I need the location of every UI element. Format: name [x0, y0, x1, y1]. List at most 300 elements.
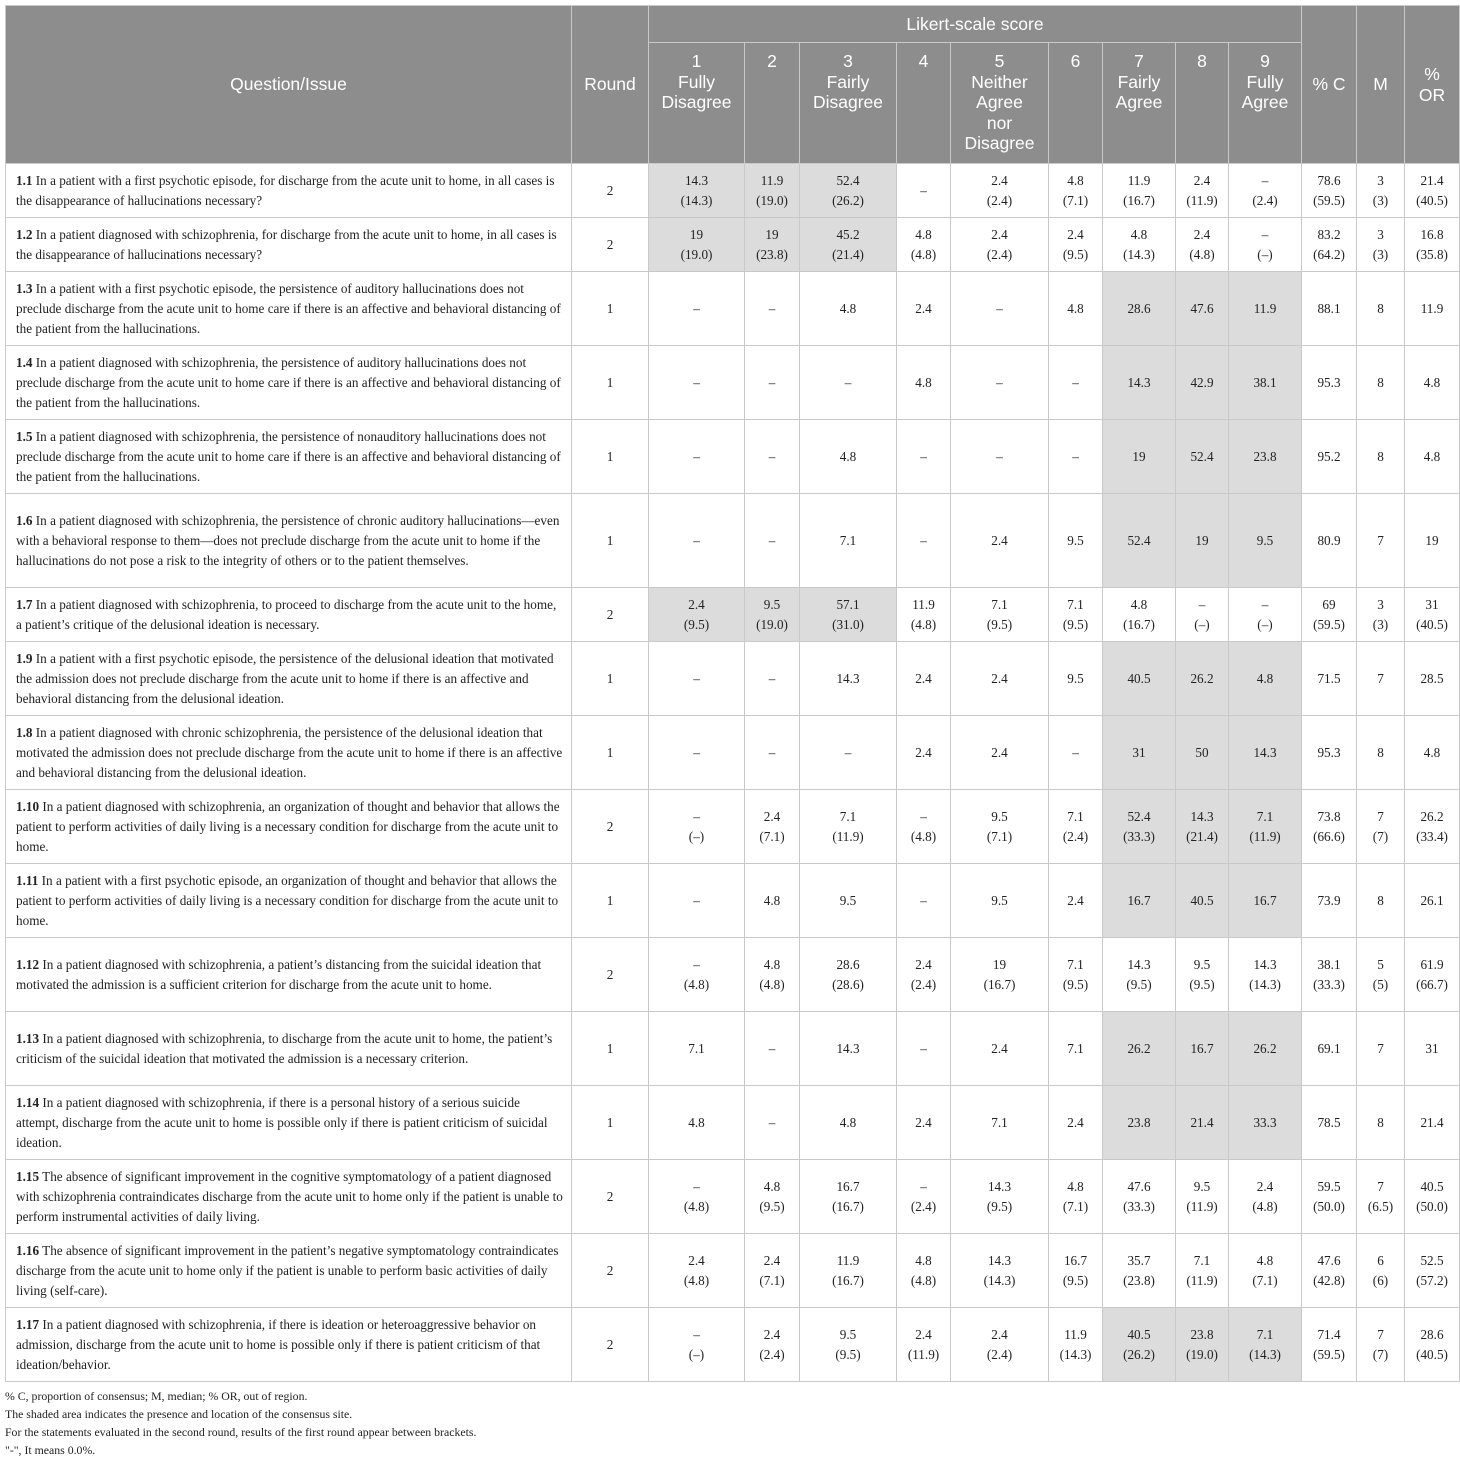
- score-cell-9: [1229, 1234, 1302, 1308]
- score-value: 2.4: [915, 744, 932, 760]
- cell-value: 7: [1377, 670, 1384, 686]
- score-value: 40.5: [1127, 1326, 1151, 1342]
- score-value: (9.5): [1062, 246, 1089, 262]
- score-value: 4.8: [688, 1114, 705, 1130]
- cell-value: 8: [1377, 892, 1384, 908]
- score-value: 16.7: [1253, 892, 1277, 908]
- question-cell: [6, 420, 572, 494]
- score-value: 2.4: [763, 1326, 781, 1342]
- cell-value: 8: [1377, 374, 1384, 390]
- score-value: (9.5): [1062, 976, 1089, 992]
- score-value: –: [693, 744, 700, 760]
- cell-value: (7): [1372, 828, 1389, 844]
- pct-c-cell: [1302, 938, 1357, 1012]
- pct-c-cell: [1302, 420, 1357, 494]
- score-cell-9: [1229, 642, 1302, 716]
- score-cell-5: [951, 420, 1049, 494]
- cell-value: 19: [1425, 532, 1439, 548]
- cell-value: (33.4): [1416, 828, 1448, 844]
- score-value: 40.5: [1127, 670, 1151, 686]
- round-cell: 1: [572, 272, 649, 346]
- score-cell-3: [800, 1012, 897, 1086]
- median-cell: [1357, 346, 1405, 420]
- score-value: 45.2: [836, 226, 860, 242]
- score-value: (2.4): [986, 246, 1013, 262]
- score-cell-4: [897, 790, 951, 864]
- score-value: (16.7): [1123, 192, 1155, 208]
- score-value: –: [693, 532, 700, 548]
- cell-value: (6): [1372, 1272, 1389, 1288]
- table-row: [6, 420, 1460, 494]
- score-cell-2: [745, 1012, 800, 1086]
- pct-or-cell: [1405, 1012, 1460, 1086]
- score-value: 19: [689, 226, 704, 242]
- score-value: –: [693, 1178, 700, 1194]
- table-row: [6, 272, 1460, 346]
- question-id: 1.7: [16, 596, 33, 612]
- score-value: 4.8: [915, 226, 932, 242]
- question-text: The absence of significant improvement in the patient’s negative symptomatology contraindicates discharge from the acute unit to home only if the patient is unable to perform basic activities of daily living (self-care).: [16, 1242, 559, 1298]
- score-value: –: [693, 892, 700, 908]
- score-value: (2.4): [986, 1346, 1013, 1362]
- score-cell-7: [1103, 642, 1176, 716]
- table-row: [6, 1012, 1460, 1086]
- score-value: –: [920, 892, 927, 908]
- question-cell: [6, 1160, 572, 1234]
- score-cell-8: [1176, 420, 1229, 494]
- score-cell-1: [649, 864, 745, 938]
- median-cell: [1357, 164, 1405, 218]
- score-value: –: [768, 1114, 776, 1130]
- score-value: 2.4: [915, 670, 932, 686]
- median-cell: [1357, 1234, 1405, 1308]
- score-value: 11.9: [1253, 300, 1277, 316]
- cell-value: (57.2): [1416, 1272, 1448, 1288]
- score-cell-5: [951, 642, 1049, 716]
- score-value: 19: [765, 226, 779, 242]
- score-value: (9.5): [759, 1198, 785, 1214]
- score-value: –: [768, 744, 776, 760]
- score-cell-6: [1049, 494, 1103, 588]
- table-row: [6, 716, 1460, 790]
- question-id: 1.10: [16, 798, 40, 814]
- round-cell: 1: [572, 494, 649, 588]
- header-score-line: Agree: [976, 92, 1023, 112]
- score-cell-6: [1049, 1086, 1103, 1160]
- question-id: 1.16: [16, 1242, 40, 1258]
- score-value: (–): [1194, 616, 1210, 632]
- score-value: (11.9): [832, 828, 864, 844]
- table-row: [6, 588, 1460, 642]
- score-cell-1: [649, 218, 745, 272]
- score-value: –: [768, 670, 776, 686]
- median-cell: [1357, 218, 1405, 272]
- table-row: [6, 864, 1460, 938]
- question-id: 1.17: [16, 1316, 40, 1332]
- question-text: In a patient diagnosed with schizophrenia, if there is a personal history of a serious suicide attempt, discharge from the acute unit to home is possible only if there is patient criticism of suicidal ideation.: [16, 1094, 548, 1150]
- cell-value: 38.1: [1317, 956, 1341, 972]
- pct-or-cell: [1405, 642, 1460, 716]
- score-value: –: [768, 374, 776, 390]
- table-row: [6, 346, 1460, 420]
- score-cell-4: [897, 1160, 951, 1234]
- round-cell: 1: [572, 716, 649, 790]
- score-value: 4.8: [1256, 670, 1274, 686]
- score-cell-4: [897, 494, 951, 588]
- pct-or-cell: [1405, 864, 1460, 938]
- score-value: (7.1): [1062, 1198, 1089, 1214]
- pct-or-cell: [1405, 716, 1460, 790]
- score-value: 14.3: [836, 670, 860, 686]
- table-row: [6, 1308, 1460, 1382]
- pct-or-cell: [1405, 1086, 1460, 1160]
- cell-value: 61.9: [1420, 956, 1444, 972]
- score-value: 9.5: [1067, 532, 1084, 548]
- median-cell: [1357, 588, 1405, 642]
- score-cell-5: [951, 1160, 1049, 1234]
- header-score-line: 3: [843, 51, 853, 71]
- cell-value: 59.5: [1317, 1178, 1341, 1194]
- score-value: 2.4: [1067, 226, 1084, 242]
- score-value: 14.3: [836, 1040, 860, 1056]
- score-cell-7: [1103, 1308, 1176, 1382]
- score-cell-9: [1229, 938, 1302, 1012]
- score-cell-5: [951, 1234, 1049, 1308]
- score-value: (21.4): [1186, 828, 1218, 844]
- cell-value: (66.6): [1313, 828, 1345, 844]
- cell-value: 78.5: [1317, 1114, 1341, 1130]
- score-value: 4.8: [839, 300, 857, 316]
- score-cell-1: [649, 1012, 745, 1086]
- score-value: (16.7): [832, 1198, 864, 1214]
- question-id: 1.1: [16, 172, 33, 188]
- score-cell-6: [1049, 1160, 1103, 1234]
- cell-value: 21.4: [1420, 1114, 1444, 1130]
- pct-c-cell: [1302, 588, 1357, 642]
- pct-c-cell: [1302, 716, 1357, 790]
- header-score-line: 6: [1070, 51, 1081, 71]
- cell-value: (40.5): [1416, 1346, 1448, 1362]
- score-value: 42.9: [1190, 374, 1214, 390]
- score-value: 2.4: [1067, 892, 1084, 908]
- question-cell: [6, 1234, 572, 1308]
- round-cell: 2: [572, 1234, 649, 1308]
- cell-value: (40.5): [1416, 616, 1448, 632]
- cell-value: 69: [1322, 596, 1336, 612]
- cell-value: 83.2: [1317, 226, 1341, 242]
- cell-value: 3: [1377, 172, 1384, 188]
- score-value: (2.4): [910, 1198, 937, 1214]
- score-value: –: [693, 448, 700, 464]
- cell-value: (3): [1372, 192, 1389, 208]
- score-cell-7: [1103, 588, 1176, 642]
- score-value: 14.3: [1127, 956, 1151, 972]
- score-value: –: [996, 448, 1003, 464]
- score-value: 7.1: [1193, 1252, 1211, 1268]
- pct-or-cell: [1405, 588, 1460, 642]
- score-value: (14.3): [1249, 976, 1281, 992]
- score-value: (14.3): [1059, 1346, 1092, 1362]
- cell-value: (3): [1372, 616, 1389, 632]
- score-value: (7.1): [759, 1272, 785, 1288]
- score-value: 4.8: [839, 448, 857, 464]
- score-value: –: [1072, 374, 1079, 390]
- score-cell-1: [649, 642, 745, 716]
- header-score-7: [1103, 43, 1176, 164]
- score-value: 28.6: [836, 956, 860, 972]
- cell-value: 31: [1425, 596, 1439, 612]
- cell-value: 47.6: [1317, 1252, 1341, 1268]
- cell-value: 26.2: [1420, 808, 1444, 824]
- question-cell: [6, 1308, 572, 1382]
- question-text: In a patient diagnosed with schizophrenia, to discharge from the acute unit to home, the patient’s criticism of the suicidal ideation that motivated the admission is a necessary criterion.: [16, 1030, 553, 1066]
- score-cell-7: [1103, 1012, 1176, 1086]
- score-value: 40.5: [1190, 892, 1214, 908]
- header-likert-title: Likert-scale score: [649, 6, 1302, 43]
- score-cell-4: [897, 716, 951, 790]
- score-value: (2.4): [1062, 828, 1089, 844]
- score-value: –: [844, 374, 852, 390]
- cell-value: 6: [1377, 1252, 1384, 1268]
- score-value: 4.8: [839, 1114, 857, 1130]
- cell-value: (59.5): [1313, 192, 1345, 208]
- pct-or-cell: [1405, 164, 1460, 218]
- header-pct-or-line: OR: [1418, 84, 1446, 105]
- score-value: 57.1: [836, 596, 860, 612]
- score-value: 28.6: [1127, 300, 1151, 316]
- score-value: 23.8: [1127, 1114, 1151, 1130]
- cell-value: (7): [1372, 1346, 1389, 1362]
- score-value: –: [768, 448, 776, 464]
- score-value: (7.1): [986, 828, 1013, 844]
- score-value: 2.4: [991, 744, 1008, 760]
- score-value: (9.5): [1062, 1272, 1089, 1288]
- table-row: [6, 938, 1460, 1012]
- score-cell-5: [951, 218, 1049, 272]
- score-value: 26.2: [1190, 670, 1214, 686]
- question-text: The absence of significant improvement in the cognitive symptomatology of a patient diagnosed with schizophrenia contraindicates discharge from the acute unit to home only if the patient is unable to perform instrumental activities of daily living.: [16, 1168, 563, 1224]
- score-value: 9.5: [1193, 956, 1211, 972]
- score-cell-2: [745, 494, 800, 588]
- pct-c-cell: [1302, 642, 1357, 716]
- score-cell-4: [897, 346, 951, 420]
- score-value: (26.2): [1123, 1346, 1155, 1362]
- score-cell-7: [1103, 1234, 1176, 1308]
- score-value: (9.5): [1062, 616, 1089, 632]
- score-value: –: [693, 808, 700, 824]
- score-cell-3: [800, 1086, 897, 1160]
- table-row: [6, 1160, 1460, 1234]
- score-value: –: [693, 374, 700, 390]
- score-value: –: [844, 744, 852, 760]
- score-cell-2: [745, 420, 800, 494]
- score-cell-5: [951, 938, 1049, 1012]
- score-cell-1: [649, 1234, 745, 1308]
- cell-value: (42.8): [1313, 1272, 1345, 1288]
- cell-value: 80.9: [1317, 532, 1341, 548]
- pct-c-cell: [1302, 346, 1357, 420]
- score-cell-8: [1176, 716, 1229, 790]
- median-cell: [1357, 790, 1405, 864]
- question-id: 1.14: [16, 1094, 40, 1110]
- score-cell-9: [1229, 346, 1302, 420]
- score-value: (4.8): [910, 828, 937, 844]
- score-cell-4: [897, 642, 951, 716]
- score-cell-5: [951, 494, 1049, 588]
- score-cell-8: [1176, 494, 1229, 588]
- score-value: (26.2): [832, 192, 864, 208]
- score-value: 2.4: [991, 532, 1008, 548]
- score-value: –: [920, 1040, 927, 1056]
- score-value: (2.4): [986, 192, 1013, 208]
- cell-value: 7: [1377, 1178, 1384, 1194]
- table-body: [6, 164, 1460, 1382]
- score-value: (–): [1257, 246, 1273, 262]
- score-cell-6: [1049, 1012, 1103, 1086]
- score-cell-8: [1176, 1012, 1229, 1086]
- cell-value: 21.4: [1420, 172, 1444, 188]
- score-cell-2: [745, 164, 800, 218]
- score-cell-5: [951, 790, 1049, 864]
- score-value: (9.5): [683, 616, 710, 632]
- cell-value: (6.5): [1367, 1198, 1394, 1214]
- cell-value: 3: [1377, 596, 1384, 612]
- score-value: (–): [688, 1346, 705, 1362]
- score-value: 2.4: [915, 1326, 932, 1342]
- score-value: 2.4: [991, 226, 1008, 242]
- score-value: 2.4: [763, 808, 781, 824]
- pct-c-cell: [1302, 494, 1357, 588]
- score-value: 26.2: [1253, 1040, 1277, 1056]
- score-cell-6: [1049, 938, 1103, 1012]
- score-cell-7: [1103, 1160, 1176, 1234]
- score-value: 7.1: [1067, 1040, 1084, 1056]
- score-cell-2: [745, 790, 800, 864]
- score-cell-2: [745, 1308, 800, 1382]
- cell-value: (59.5): [1313, 616, 1345, 632]
- score-cell-1: [649, 420, 745, 494]
- table-footnotes: [5, 1387, 1455, 1459]
- score-value: 7.1: [1067, 956, 1084, 972]
- score-value: (14.3): [983, 1272, 1016, 1288]
- score-cell-1: [649, 346, 745, 420]
- score-cell-9: [1229, 790, 1302, 864]
- score-cell-5: [951, 716, 1049, 790]
- score-value: (19.0): [756, 192, 788, 208]
- cell-value: (59.5): [1313, 1346, 1345, 1362]
- table-container: [5, 5, 1455, 1459]
- score-cell-5: [951, 1086, 1049, 1160]
- cell-value: 31: [1425, 1040, 1439, 1056]
- score-value: –: [693, 956, 700, 972]
- header-score-line: Fully: [678, 71, 715, 92]
- score-value: (9.5): [986, 1198, 1013, 1214]
- cell-value: 71.5: [1317, 670, 1341, 686]
- score-value: –: [1261, 226, 1269, 242]
- cell-value: 52.5: [1420, 1252, 1444, 1268]
- score-cell-8: [1176, 790, 1229, 864]
- score-cell-6: [1049, 346, 1103, 420]
- score-value: (7.1): [1062, 192, 1089, 208]
- score-value: –: [1072, 448, 1079, 464]
- score-cell-7: [1103, 420, 1176, 494]
- score-value: 16.7: [1127, 892, 1151, 908]
- score-cell-3: [800, 716, 897, 790]
- score-value: (9.5): [835, 1346, 861, 1362]
- score-value: 7.1: [1256, 808, 1274, 824]
- median-cell: [1357, 716, 1405, 790]
- score-cell-4: [897, 864, 951, 938]
- question-text: In a patient diagnosed with schizophrenia, the persistence of chronic auditory hallucinations—even with a behavioral response to them—does not preclude discharge from the acute unit to home if the hallucinations do not pose a risk to the integrity of others or to the patient themselves.: [16, 512, 560, 568]
- score-value: (16.7): [983, 976, 1016, 992]
- question-id: 1.5: [16, 428, 33, 444]
- header-score-line: 7: [1134, 51, 1144, 71]
- score-cell-2: [745, 218, 800, 272]
- cell-value: 73.8: [1317, 808, 1341, 824]
- score-cell-9: [1229, 494, 1302, 588]
- pct-c-cell: [1302, 1160, 1357, 1234]
- score-value: 16.7: [1190, 1040, 1214, 1056]
- score-value: 4.8: [763, 892, 781, 908]
- score-value: 9.5: [991, 808, 1008, 824]
- score-value: (16.7): [1123, 616, 1155, 632]
- median-cell: [1357, 494, 1405, 588]
- header-score-line: Agree: [1241, 92, 1289, 112]
- cell-value: 7: [1377, 808, 1384, 824]
- score-value: –: [768, 1040, 776, 1056]
- score-cell-5: [951, 588, 1049, 642]
- pct-c-cell: [1302, 790, 1357, 864]
- score-value: 35.7: [1127, 1252, 1151, 1268]
- score-cell-3: [800, 1160, 897, 1234]
- question-text: In a patient diagnosed with schizophrenia, for discharge from the acute unit to home, in all cases is the disappearance of hallucinations necessary?: [16, 226, 557, 262]
- pct-or-cell: [1405, 346, 1460, 420]
- score-value: 47.6: [1190, 300, 1214, 316]
- question-id: 1.8: [16, 724, 33, 740]
- footnote: The shaded area indicates the presence and location of the consensus site.: [5, 1407, 353, 1421]
- cell-value: 88.1: [1317, 300, 1341, 316]
- question-id: 1.13: [16, 1030, 40, 1046]
- header-score-line: Agree: [1115, 92, 1163, 112]
- score-cell-2: [745, 346, 800, 420]
- cell-value: (33.3): [1313, 976, 1345, 992]
- pct-or-cell: [1405, 272, 1460, 346]
- score-cell-2: [745, 864, 800, 938]
- score-cell-1: [649, 1086, 745, 1160]
- score-value: 9.5: [1067, 670, 1084, 686]
- score-cell-2: [745, 588, 800, 642]
- score-value: –: [1261, 596, 1269, 612]
- score-cell-2: [745, 1160, 800, 1234]
- score-cell-7: [1103, 790, 1176, 864]
- question-cell: [6, 1086, 572, 1160]
- header-score-2: [745, 43, 800, 164]
- question-text: In a patient diagnosed with schizophrenia, if there is ideation or heteroaggressive behavior on admission, discharge from the acute unit to home is possible only if there is patient criticism of that ideation/behavior.: [16, 1316, 541, 1372]
- cell-value: 26.1: [1420, 892, 1444, 908]
- score-value: (4.8): [683, 1272, 710, 1288]
- score-cell-6: [1049, 1234, 1103, 1308]
- score-value: 2.4: [991, 670, 1008, 686]
- score-value: –: [996, 374, 1003, 390]
- question-cell: [6, 588, 572, 642]
- score-value: (19.0): [756, 616, 788, 632]
- score-value: 9.5: [839, 892, 857, 908]
- score-cell-6: [1049, 1308, 1103, 1382]
- header-score-9: [1229, 43, 1302, 164]
- score-value: 14.3: [987, 1252, 1012, 1268]
- header-score-line: 8: [1197, 51, 1207, 71]
- score-value: (4.8): [910, 616, 937, 632]
